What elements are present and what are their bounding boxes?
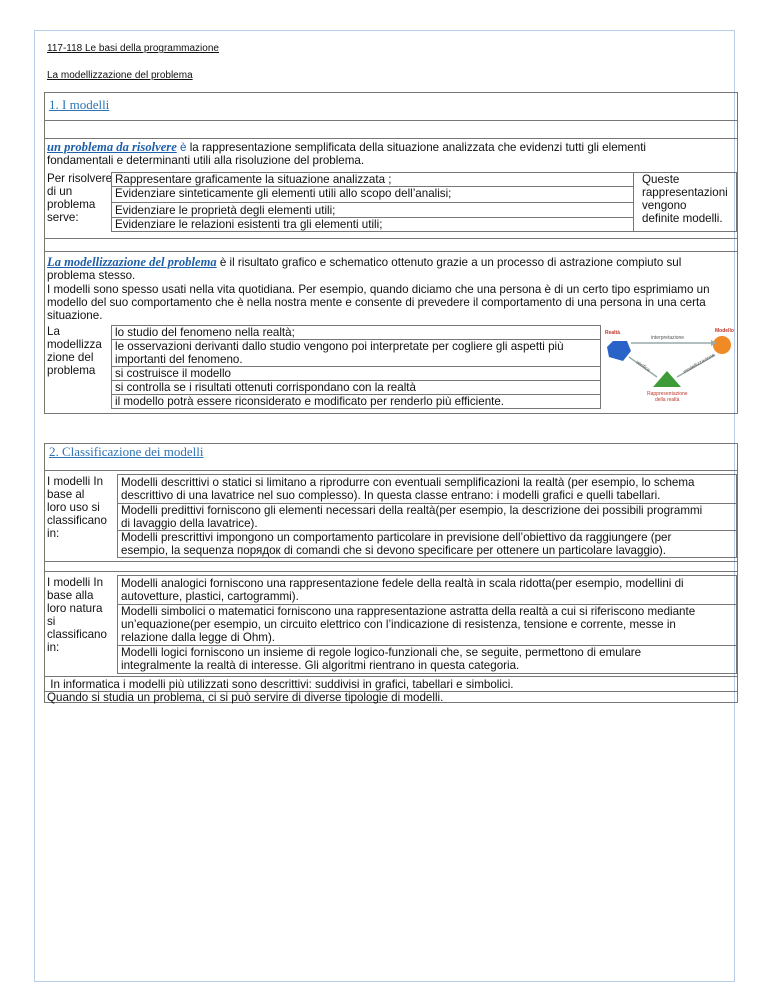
modello-sun-icon: [713, 336, 731, 354]
realta-cube-icon: [607, 341, 631, 361]
nature-classification-label: I modelli In base alla loro natura si classificano in:: [47, 576, 107, 654]
chapter-subtitle: La modellizzazione del problema: [47, 70, 193, 81]
della-realta-label: della realtà: [655, 397, 680, 403]
modellizzazione-definition: La modellizzazione del problema è il risultato grafico e schematico ottenuto grazie a un processo di astrazione compiuto sul problema stesso.: [47, 255, 682, 282]
modellizzazione-label: La modellizza zione del problema: [47, 325, 102, 377]
rappresentazione-pyramid-icon: [653, 371, 681, 387]
course-header: 117-118 Le basi della programmazione: [47, 43, 219, 54]
modellizzazione-steps: lo studio del fenomeno nella realtà; le osservazioni derivanti dallo studio vengono poi interpretate per cogliere gli aspetti più importanti del fenomeno. si costruisce il modello si controlla se i risultati ottenuti corrispondano con la realtà il modello potrà essere riconsiderato e modificato per renderlo più efficiente.: [111, 325, 601, 409]
closing-text-2: Quando si studia un problema, ci si può servire di diverse tipologie di modelli.: [47, 691, 444, 704]
serve-list: Rappresentare graficamente la situazione analizzata ; Evidenziare sinteticamente gli elementi utili allo scopo dell’analisi; Evidenziare le proprietà degli elementi utili; Evidenziare le relazioni esistenti tra gli elementi utili;: [111, 172, 634, 232]
serve-note: Queste rappresentazioni vengono definite modelli.: [633, 172, 737, 232]
everyday-models-text: I modelli sono spesso usati nella vita quotidiana. Per esempio, quando diciamo che una persona è di un certo tipo esprimiamo un modello del suo comportamento che è nella nostra mente e consente di prevedere il comportamento di una persona in una certa situazione.: [47, 283, 710, 322]
serve-label: Per risolvere di un problema serve:: [47, 172, 113, 224]
closing-text-1: In informatica i modelli più utilizzati sono descrittivi: suddivisi in grafici, tabellari e simbolici.: [47, 678, 514, 691]
section-2-box: [44, 443, 738, 703]
nature-classification-list: Modelli analogici forniscono una rappresentazione fedele della realtà in scala ridotta(per esempio, modellini di autovetture, plastici, cartogrammi). Modelli simbolici o matematici forniscono una rappresentazione astratta della realtà a cui si riferiscono mediante un’equazione(per esempio, un circuito elettrico con l’indicazione di resistenza, tensione e corrente, messe in relazione dalla legge di Ohm). Modelli logici forniscono un insieme di regole logico-funzionali che, se seguite, permettono di emulare integralmente la realtà di interesse. Gli algoritmi rientrano in questa categoria.: [117, 575, 737, 674]
problem-definition: un problema da risolvere è la rappresentazione semplificata della situazione analizzata che evidenzi tutti gli elementi fondamentali e determinanti utili alla risoluzione del problema.: [47, 140, 646, 167]
modelling-cycle-diagram: [601, 325, 737, 409]
section-2-title: 2. Classificazione dei modelli: [49, 444, 204, 459]
section-1-title: 1. I modelli: [49, 97, 110, 112]
interpretazione-label: interpretazione: [651, 335, 685, 341]
rappresentazione-label: Rappresentazione: [647, 391, 688, 397]
modello-label: Modello: [715, 328, 734, 334]
verifica-label: verifica: [634, 359, 651, 374]
modellizzazione-label: modellizzazione: [682, 352, 717, 376]
section-1-box: [44, 92, 738, 414]
use-classification-label: I modelli In base al loro uso si classificano in:: [47, 475, 107, 540]
use-classification-list: Modelli descrittivi o statici si limitano a riprodurre con eventuali semplificazioni la realtà (per esempio, lo schema descrittivo di una lavatrice nel suo complesso). In questa classe entrano: i modelli grafici e quelli tabellari. Modelli predittivi forniscono gli elementi necessari della realtà(per esempio, la descrizione dei possibili programmi di lavaggio della lavatrice). Modelli prescrittivi impongono un comportamento particolare in previsione dell’obiettivo da raggiungere (per esempio, la sequenza порядок di comandi che si devono specificare per ottenere un particolare lavaggio).: [117, 474, 737, 558]
realta-label: Realtà: [605, 330, 621, 336]
